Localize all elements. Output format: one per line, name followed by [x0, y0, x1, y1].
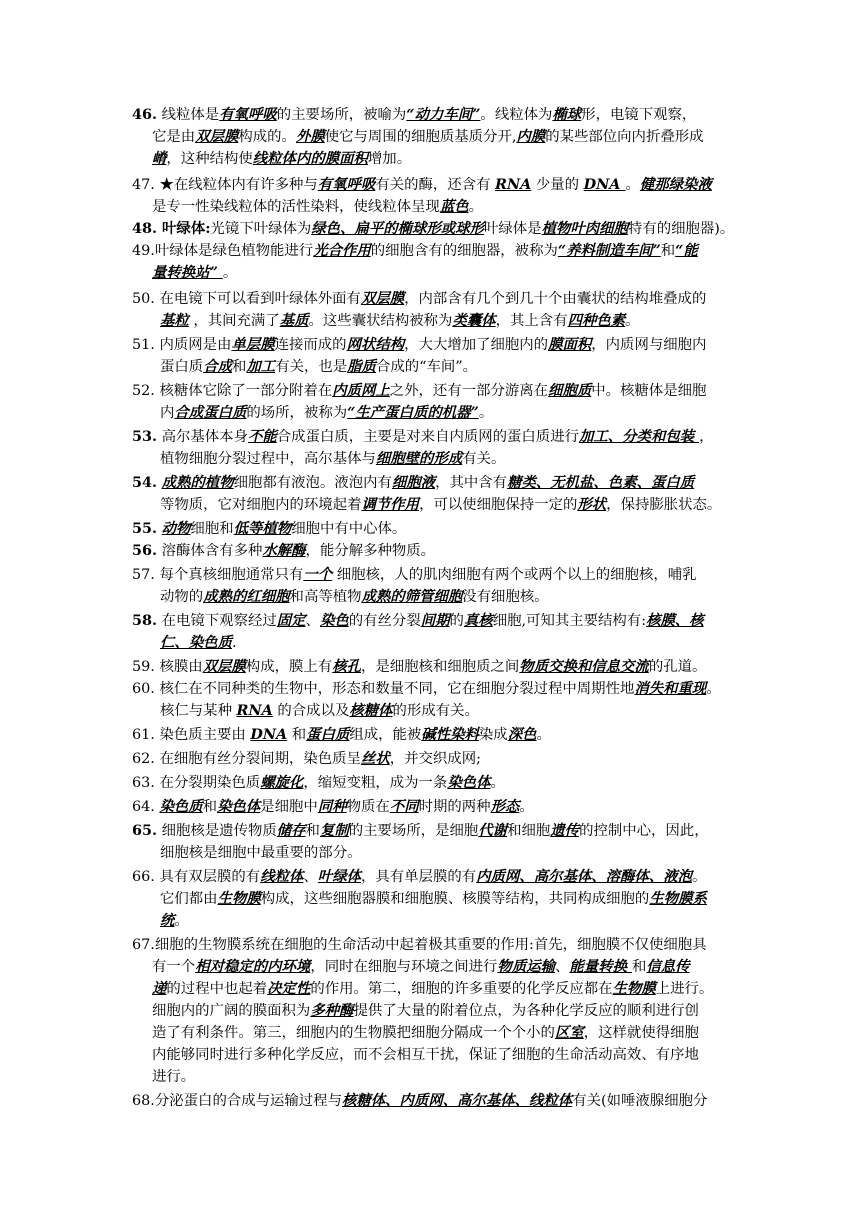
text-segment: 的细胞含有的细胞器，被称为 — [370, 243, 558, 259]
keyword: 一个 — [303, 566, 333, 583]
keyword: 光合作用 — [313, 242, 371, 259]
keyword: 合成 — [203, 358, 232, 375]
text-segment: 和 — [231, 359, 247, 375]
keyword: RNA — [236, 702, 273, 719]
keyword: 脂质 — [347, 358, 376, 375]
text-line — [132, 934, 707, 956]
keyword: 蓝色 — [439, 198, 469, 215]
text-segment: 。 — [468, 199, 484, 215]
text-segment: 构成的。 — [238, 129, 296, 145]
text-segment: 。 — [222, 265, 238, 281]
text-line — [132, 678, 721, 700]
keyword: 统 — [160, 912, 175, 929]
text-segment: 光镜下叶绿体为 — [210, 221, 312, 237]
keyword: 固定 — [276, 612, 306, 629]
text-segment: ，这样就使得细胞 — [583, 1025, 699, 1041]
text-line — [160, 910, 189, 932]
text-segment: 它是由 — [152, 129, 196, 145]
keyword: 核孔 — [332, 658, 361, 675]
text-segment: ，并交织成网; — [389, 751, 481, 767]
text-line — [160, 632, 237, 654]
text-segment: 合成蛋白质，主要是对来自内质网的蛋白质进行 — [276, 429, 579, 445]
text-segment: 细胞核，人的肌肉细胞有两个或两个以上的细胞核，哺乳 — [332, 567, 697, 583]
keyword: 网状结构 — [346, 336, 405, 353]
text-segment: 造了有利条件。第三，细胞内的生物膜把细胞分隔成一个个小的 — [152, 1025, 555, 1041]
keyword: 染色 — [319, 612, 349, 629]
text-segment: ，可以使细胞保持一定的 — [419, 497, 578, 513]
keyword: 成熟的植物 — [161, 474, 234, 491]
text-segment: 的主要场所，被喻为 — [276, 107, 407, 123]
keyword: 调节作用 — [361, 496, 420, 513]
text-line — [132, 796, 534, 818]
keyword: 间期 — [420, 612, 450, 629]
text-segment: 有关的酶，还含有 — [375, 177, 496, 193]
text-segment: ，其间充满了 — [188, 313, 280, 329]
text-segment: 是细胞中 — [260, 799, 318, 815]
text-segment: 之外，还有一部分游离在 — [389, 383, 549, 399]
text-segment: 染成 — [478, 727, 508, 743]
keyword: RNA — [495, 176, 532, 193]
text-line — [160, 356, 477, 378]
keyword: 仁、染色质 — [160, 634, 232, 651]
keyword: DNA — [250, 726, 288, 743]
text-line — [152, 126, 704, 148]
keyword: 膜面积 — [548, 336, 592, 353]
keyword: 线粒体内的膜面积 — [252, 150, 368, 167]
text-segment: ，保持膨胀状态。 — [606, 497, 722, 513]
keyword: 加工、分类和包装 — [578, 428, 700, 445]
keyword: 成熟的红细胞 — [203, 588, 290, 605]
text-segment: 。 — [625, 313, 640, 329]
text-segment: 没有细胞核。 — [462, 589, 549, 605]
text-segment: ，其上含有 — [495, 313, 568, 329]
text-segment: 少量的 — [531, 177, 584, 193]
text-line — [132, 724, 551, 746]
text-line — [132, 174, 712, 196]
text-line — [132, 610, 704, 632]
text-segment: 的主要场所，是细胞 — [348, 823, 479, 839]
text-segment: 有关。 — [462, 451, 506, 467]
text-segment: ，具有单层膜的有 — [360, 869, 477, 885]
text-segment: 提供了大量的附着位点，为各种化学反应的顺利进行创 — [353, 1003, 699, 1019]
keyword: 单层膜 — [231, 336, 275, 353]
keyword: 生物膜 — [217, 890, 261, 907]
text-line — [132, 218, 734, 240]
text-segment: 和 — [287, 727, 307, 743]
text-line — [152, 262, 237, 284]
text-segment: ，缩短变粗，成为一条 — [303, 775, 448, 791]
keyword: 有氧呼吸 — [219, 106, 277, 123]
keyword: 双层膜 — [202, 658, 246, 675]
text-segment: 使它与周围的细胞质基质分开, — [324, 129, 517, 145]
text-segment: 64. — [132, 799, 160, 815]
text-line — [132, 334, 706, 356]
text-line — [132, 866, 706, 888]
text-segment: ，是细胞核和细胞质之间 — [360, 659, 520, 675]
text-segment: 细胞核是遗传物质 — [157, 823, 277, 839]
keyword: 真核 — [463, 612, 493, 629]
text-segment: 的 — [449, 613, 464, 629]
keyword: 基粒 — [160, 312, 189, 329]
text-segment: 的形成有关。 — [392, 703, 479, 719]
text-segment: 的控制中心，因此， — [579, 823, 709, 839]
keyword: 双层膜 — [195, 128, 239, 145]
text-segment: 。 — [174, 913, 189, 929]
keyword: 多种酶 — [310, 1002, 354, 1019]
keyword: 丝状 — [360, 750, 390, 767]
keyword: 螺旋化 — [260, 774, 304, 791]
text-line — [132, 518, 406, 540]
text-segment: 的合成以及 — [272, 703, 350, 719]
text-segment: 植物细胞分裂过程中，高尔基体与 — [160, 451, 376, 467]
text-segment: 。线粒体为 — [480, 107, 553, 123]
text-segment: 的场所，被称为 — [246, 405, 348, 421]
keyword: 类囊体 — [452, 312, 496, 329]
text-segment: 内 — [160, 405, 175, 421]
keyword: 椭球 — [552, 106, 582, 123]
keyword: 形状 — [577, 496, 607, 513]
text-line — [132, 656, 706, 678]
text-segment: 物质在 — [346, 799, 390, 815]
keyword: 物质交换和信息交流 — [519, 658, 649, 675]
keyword: 合成蛋白质 — [174, 404, 247, 421]
text-segment: 在电镜下观察经过 — [157, 613, 277, 629]
keyword: 绿色、扁平的椭球形或球形 — [311, 220, 484, 237]
text-segment: 。 — [519, 799, 534, 815]
text-segment: 的过程中也起着 — [166, 981, 268, 997]
text-segment: 68.分泌蛋白的合成与运输过程与 — [132, 1093, 342, 1109]
keyword: 健那绿染液 — [639, 176, 712, 193]
keyword: 深色 — [507, 726, 537, 743]
text-line — [160, 310, 640, 332]
text-segment: 细胞都有液泡。液泡内有 — [233, 475, 392, 491]
keyword: 植物叶肉细胞 — [541, 220, 628, 237]
keyword: 细胞壁的形成 — [375, 450, 463, 467]
text-line — [160, 586, 549, 608]
text-segment: 的孔道。 — [648, 659, 707, 675]
text-segment: 等物质，它对细胞内的环境起着 — [160, 497, 362, 513]
text-segment: 的某些部位向内折叠形成 — [545, 129, 704, 145]
text-segment: 63. 在分裂期染色质 — [132, 775, 261, 791]
text-line — [132, 1090, 707, 1112]
text-segment: 溶酶体含有多种 — [157, 543, 263, 559]
text-line — [152, 1022, 699, 1044]
text-segment: 57. 每个真核细胞通常只有 — [132, 567, 304, 583]
text-segment: 和 — [631, 959, 647, 975]
keyword: 内质网上 — [332, 382, 390, 399]
text-segment: 和细胞 — [507, 823, 551, 839]
text-segment: 细胞,可知其主要结构有: — [492, 613, 647, 629]
text-segment: 组成，能被 — [349, 727, 422, 743]
text-segment: 。这些囊状结构被称为 — [308, 313, 453, 329]
text-segment: 蛋白质 — [160, 359, 204, 375]
text-segment: 有关(如唾液腺细胞分 — [572, 1093, 708, 1109]
keyword: 遗传 — [550, 822, 580, 839]
keyword: 决定性 — [267, 980, 311, 997]
text-line — [132, 240, 698, 262]
keyword: 水解酶 — [262, 542, 306, 559]
keyword: 蛋白质 — [306, 726, 350, 743]
keyword: 内膜 — [516, 128, 546, 145]
text-segment: 和 — [305, 823, 320, 839]
keyword: 成熟的筛管细胞 — [361, 588, 463, 605]
text-line — [160, 448, 505, 470]
keyword: 染色体 — [447, 774, 491, 791]
text-line — [132, 820, 709, 842]
text-segment: ，同时在细胞与环境之间进行 — [310, 959, 498, 975]
text-segment: 67.细胞的生物膜系统在细胞的生命活动中起着极其重要的作用:首先，细胞膜不仅使细胞具 — [132, 937, 707, 953]
text-line — [152, 956, 690, 978]
text-segment: 特有的细胞器)。 — [627, 221, 735, 237]
text-segment: 。 — [692, 869, 707, 885]
text-segment: ，内质网与细胞内 — [591, 337, 707, 353]
text-segment: . — [231, 635, 237, 651]
text-segment: 是专一性染线粒体的活性染料，使线粒体呈现 — [152, 199, 440, 215]
text-line — [152, 1000, 699, 1022]
text-line — [160, 888, 707, 910]
keyword: 代谢 — [478, 822, 508, 839]
text-segment: 46. — [132, 106, 158, 123]
text-segment: 细胞和 — [190, 521, 234, 537]
keyword: 能量转换 — [569, 958, 632, 975]
text-segment: 时期的两种 — [418, 799, 491, 815]
keyword: 动物 — [161, 520, 191, 537]
text-segment: 高尔基体本身 — [157, 429, 248, 445]
keyword: 递 — [152, 980, 167, 997]
text-segment: 细胞内的广阔的膜面积为 — [152, 1003, 311, 1019]
text-line — [132, 426, 714, 448]
text-line — [152, 1044, 699, 1066]
text-segment: 59. 核膜由 — [132, 659, 203, 675]
text-segment: 细胞核是细胞中最重要的部分。 — [160, 845, 362, 861]
text-segment: 有一个 — [152, 959, 196, 975]
keyword: 糖类、无机盐、色素、蛋白质 — [507, 474, 695, 491]
text-line — [132, 104, 696, 126]
keyword: 储存 — [276, 822, 306, 839]
keyword: 核糖体、内质网、高尔基体、线粒体 — [341, 1092, 573, 1109]
keyword: 不同 — [389, 798, 419, 815]
text-line — [152, 196, 483, 218]
text-segment: 58. — [132, 612, 158, 629]
keyword: 不能 — [247, 428, 277, 445]
keyword: 双层膜 — [360, 290, 405, 307]
text-line — [132, 564, 697, 586]
keyword: 量转换站” — [152, 264, 223, 281]
text-segment: 的有丝分裂 — [348, 613, 421, 629]
keyword: 基质 — [279, 312, 309, 329]
keyword: 生物膜系 — [649, 890, 707, 907]
keyword: 复制 — [319, 822, 349, 839]
text-line — [132, 380, 706, 402]
text-segment: 形，电镜下观察， — [581, 107, 697, 123]
text-segment: 、 — [303, 869, 318, 885]
text-segment: 线粒体是 — [157, 107, 220, 123]
text-line — [132, 472, 694, 494]
text-segment: 构成，这些细胞器膜和细胞膜、核膜等结构，共同构成细胞的 — [260, 891, 650, 907]
keyword: 外膜 — [295, 128, 325, 145]
text-segment: 53. — [132, 428, 158, 445]
text-segment: 。 — [706, 681, 721, 697]
text-segment: 中。核糖体是细胞 — [591, 383, 707, 399]
keyword: 形态 — [490, 798, 520, 815]
text-segment: ，大大增加了细胞内的 — [404, 337, 549, 353]
keyword: 核膜、核 — [646, 612, 704, 629]
text-segment: 54. — [132, 474, 158, 491]
text-segment: ， — [699, 429, 714, 445]
keyword: 染色体 — [217, 798, 261, 815]
text-line — [132, 540, 435, 562]
text-segment: 上进行。 — [655, 981, 714, 997]
text-line — [132, 772, 505, 794]
text-segment: 增加。 — [367, 151, 412, 167]
keyword: 叶绿体 — [317, 868, 361, 885]
text-segment: 和 — [202, 799, 218, 815]
text-segment: 56. — [132, 542, 158, 559]
text-segment: 。 — [625, 177, 640, 193]
text-segment: 和 — [660, 243, 676, 259]
text-segment: ，内部含有几个到几十个由囊状的结构堆叠成的 — [404, 291, 707, 307]
keyword: 细胞质 — [548, 382, 592, 399]
text-segment: 动物的 — [160, 589, 204, 605]
text-segment: 、 — [305, 613, 320, 629]
keyword: 线粒体 — [260, 868, 304, 885]
text-segment: ，能分解多种物质。 — [305, 543, 436, 559]
keyword: 内质网、高尔基体、溶酶体、液泡 — [476, 868, 692, 885]
text-segment: 51. 内质网是由 — [132, 337, 232, 353]
text-segment: 66. 具有双层膜的有 — [132, 869, 261, 885]
keyword: DNA — [583, 176, 626, 193]
keyword: 染色质 — [159, 798, 203, 815]
keyword: 碱性染料 — [421, 726, 479, 743]
keyword: 四种色素 — [567, 312, 626, 329]
text-segment: 有关，也是 — [275, 359, 348, 375]
text-segment: 和高等植物 — [289, 589, 362, 605]
text-segment: 构成，膜上有 — [245, 659, 333, 675]
text-segment: ，其中含有 — [435, 475, 508, 491]
text-segment: 。 — [490, 775, 505, 791]
text-segment: 连接而成的 — [274, 337, 347, 353]
text-line — [160, 402, 493, 424]
keyword: 消失和重现 — [634, 680, 707, 697]
text-segment: 。 — [478, 405, 494, 421]
keyword: “养料制造车间” — [557, 242, 661, 259]
keyword: “动力车间” — [406, 106, 481, 123]
keyword: 信息传 — [646, 958, 690, 975]
text-segment: 48. 叶绿体: — [132, 220, 211, 237]
text-segment: 61. 染色质主要由 — [132, 727, 251, 743]
text-line — [132, 748, 481, 770]
keyword: 同种 — [317, 798, 347, 815]
text-line — [152, 1066, 195, 1088]
text-line — [160, 842, 361, 864]
text-segment: 进行。 — [152, 1069, 196, 1085]
keyword: 加工 — [246, 358, 276, 375]
text-segment: 50. 在电镜下可以看到叶绿体外面有 — [132, 291, 361, 307]
keyword: “生产蛋白质的机器” — [347, 404, 479, 421]
keyword: 低等植物 — [233, 520, 292, 537]
text-line — [160, 700, 479, 722]
keyword: 物质运输 — [497, 958, 555, 975]
text-segment: ，这种结构使 — [166, 151, 253, 167]
keyword: 核糖体 — [349, 702, 393, 719]
text-segment: 65. — [132, 822, 158, 839]
keyword: 生物膜 — [612, 980, 656, 997]
text-segment: 它们都由 — [160, 891, 218, 907]
text-segment: 叶绿体是 — [483, 221, 542, 237]
text-segment: 合成的“车间”。 — [375, 359, 478, 375]
keyword: 嵴 — [152, 150, 167, 167]
text-segment: 60. 核仁在不同种类的生物中，形态和数量不同，它在细胞分裂过程中周期性地 — [132, 681, 635, 697]
text-segment: 的作用。第二，细胞的许多重要的化学反应都在 — [310, 981, 613, 997]
text-line — [152, 148, 411, 170]
text-line — [152, 978, 713, 1000]
text-segment: 47. ★在线粒体内有许多种与 — [132, 177, 318, 193]
keyword: 细胞液 — [391, 474, 436, 491]
text-line — [160, 494, 721, 516]
keyword: 区室 — [554, 1024, 584, 1041]
text-segment: 62. 在细胞有丝分裂间期，染色质呈 — [132, 751, 361, 767]
text-segment: 52. 核糖体它除了一部分附着在 — [132, 383, 333, 399]
text-segment: 内能够同时进行多种化学反应，而不会相互干扰，保证了细胞的生命活动高效、有序地 — [152, 1047, 699, 1063]
keyword: “能 — [675, 242, 698, 259]
text-segment: 49.叶绿体是绿色植物能进行 — [132, 243, 314, 259]
text-segment: 55. — [132, 520, 158, 537]
text-line — [132, 288, 706, 310]
text-segment: 、 — [555, 959, 570, 975]
text-segment: 。 — [536, 727, 551, 743]
keyword: 相对稳定的内环境 — [195, 958, 311, 975]
keyword: 有氧呼吸 — [317, 176, 376, 193]
text-segment: 细胞中有中心体。 — [291, 521, 407, 537]
text-segment: 核仁与某种 — [160, 703, 237, 719]
